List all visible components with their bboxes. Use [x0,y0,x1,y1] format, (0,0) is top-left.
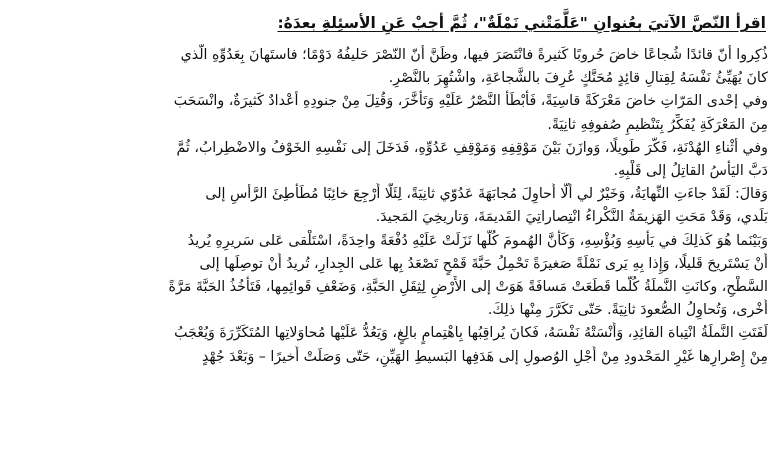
paragraph-line: السَّطْحِ، وكانَتِ النَّملَةُ كُلَّما قَطَعَتْ مَسافَةً هَوَتْ إلى الأَرْضِ لِثِقَلِ الحَبَّةِ، وَضَعْفِ قَوائِمِها، فَتَأْخُذُ الحَبَّةَ مَرَّةً [168,279,768,296]
paragraph [12,90,768,136]
paragraph-line: مِنْ إِصْرارِها غَيْرِ المَحْدودِ مِنْ أَجْلِ الوُصولِ إلى هَدَفِها البَسيطِ الهَيِّنِ، حَتّى وَصَلَتْ أَخيرًا – وَبَعْدَ جُهْدٍ [201,348,768,365]
paragraph-line: لَفَتَتِ النَّملَةُ انْتِباهَ القائِدِ، وَأَنْسَتْهُ نَفْسَهُ، فَكانَ يُراقِبُها بِاهْتِمامٍ بالِغٍ، وَيَعُدُّ عَلَيْها مُحاوَلاتِها المُتَكَرِّرَةَ وَيُعْجَبُ [174,325,768,342]
paragraph-line: أُخْرى، وَتُحاوِلُ الصُّعودَ ثانِيَةً. حَتّى تَكَرَّرَ مِنْها ذلِكَ. [487,302,768,319]
paragraph [12,183,768,229]
passage-text [12,44,768,369]
paragraph [12,44,768,90]
paragraph-line: وفي إحْدى المَرّاتِ خاضَ مَعْرَكَةً قاسِيَةً، فَأبْطَأَ النَّصْرُ عَلَيْهِ وَتَأَخَّرَ، وَقُتِلَ مِنْ جنودِهِ أعْدادٌ كَثيرَةٌ، وانْسَحَبَ [173,93,768,110]
paragraph-line: دَبَّ اليَأْسُ القاتِلُ إلى قَلْبِهِ. [613,163,768,180]
paragraph-line: بَلَدي، وَقَدْ مَحَتِ الهَزيمَةُ النَّكْراءُ انْتِصاراتِيَ القَديمَةَ، وَتاريخِيَ المَجيدَ. [375,209,768,226]
paragraph-line: أَنْ يَسْتَريحَ قَليلًا، وَإِذا بِهِ يَرى نَمْلَةً صَغيرَةً تَحْمِلُ حَبَّةَ قَمْحٍ تَصْعَدُ بِها عَلى الجِدارِ، تُريدُ أَنْ توصِلَها إلى [199,255,768,272]
paragraph-line: ذُكِروا أنّ قائدًا شُجاعًا خاضَ حُروبًا كَثيرةً فانْتَصَرَ فيها، وظَنَّ أنّ النّصْرَ حَليفُهُ دَوْمًا؛ فاستَهانَ بِعَدُوِّهِ الّذي [180,47,768,63]
paragraph-line: وفي أثْناءِ الهُدْنَةِ، فَكَّرَ طَويلًا، وَوازَنَ بَيْنَ مَوْقِفِهِ وَمَوْقِفِ عَدُوِّهِ، فَدَخَلَ إلى نَفْسِهِ الخَوْفُ والاضْطِرابُ، ثُمَّ [176,139,768,156]
paragraph [12,322,768,368]
paragraph-line: وَقالَ: لَقَدْ جاءَتِ النِّهايَةُ، وَخَيْرٌ لي أَلّا أُحاوِلَ مُجابَهَةَ عَدُوّي ثانِيَةً، لِئَلّا أَرْجِعَ خائِبًا مُطَأْطِئَ الرَّأسِ إلى [205,186,768,203]
paragraph-line: مِنَ المَعْرَكَةِ يُفَكِّرُ بِتَنْظيمِ صُفوفِهِ ثانِيَةً. [547,116,768,133]
paragraph [12,230,768,323]
instruction-heading: اقرأ النّصَّ الآتيَ بعُنوانِ "عَلَّمَتْني نَمْلَةٌ"، ثُمَّ أجبْ عَنِ الأسئِلةِ بعدَهُ: [277,14,766,32]
paragraph [12,137,768,183]
paragraph-line: كانَ يُهَيِّئُ نَفْسَهُ لِقِتالِ قائِدٍ مُحَنَّكٍ عُرِفَ بالشَّجاعَةِ، واشْتُهِرَ بالنَّصْرِ. [388,70,768,87]
paragraph-line: وَبَيْنَما هُوَ كَذلِكَ في يَأْسِهِ وَبُؤْسِهِ، وَكَأَنَّ الهُمومَ كُلَّها نَزَلَتْ عَلَيْهِ دُفْعَةً واحِدَةً، اسْتَلْقى عَلى سَريرِهِ يُريدُ [187,232,768,249]
